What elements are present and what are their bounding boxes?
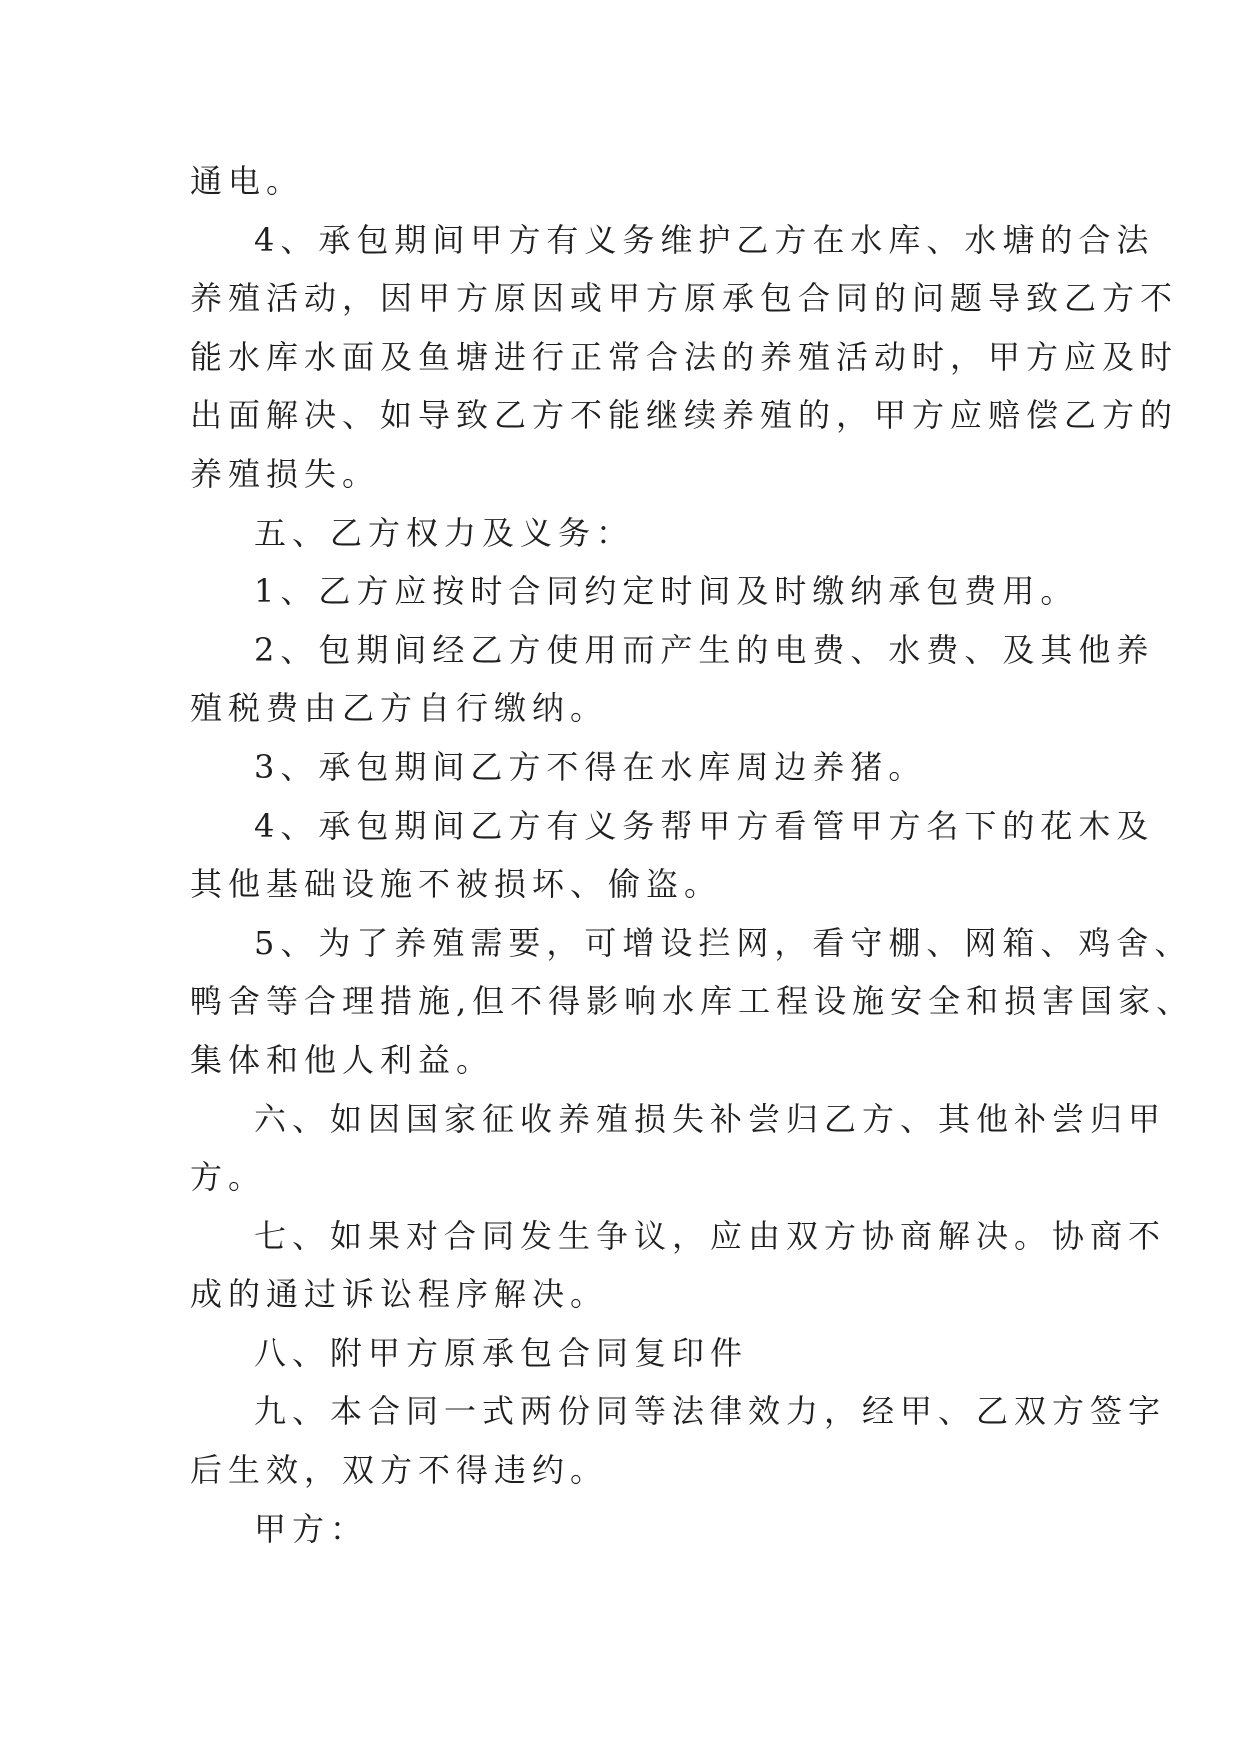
text-line: 鸭舍等合理措施,但不得影响水库工程设施安全和损害国家、 [190, 982, 1195, 1021]
text-line: 出面解决、如导致乙方不能继续养殖的，甲方应赔偿乙方的 [190, 396, 1179, 435]
text-line: 1、乙方应按时合同约定时间及时缴纳承包费用。 [254, 572, 1079, 611]
text-line: 4、承包期间乙方有义务帮甲方看管甲方名下的花木及 [254, 806, 1155, 845]
paragraph-party-b-item-2 [190, 621, 1155, 738]
paragraph-party-b-item-1 [190, 562, 1079, 621]
text-line: 九、本合同一式两份同等法律效力，经甲、乙双方签字 [254, 1392, 1167, 1431]
paragraph-party-b-item-5 [190, 914, 1195, 1090]
text-line: 六、如因国家征收养殖损失补尝归乙方、其他补尝归甲 [254, 1099, 1167, 1138]
text-line: 5、为了养殖需要，可增设拦网，看守棚、网箱、鸡舍、 [254, 923, 1193, 962]
text-line: 其他基础设施不被损坏、偷盗。 [190, 865, 723, 904]
section-eight [190, 1324, 1070, 1383]
signature-party-a [190, 1500, 1070, 1559]
text-line: 2、包期间经乙方使用而产生的电费、水费、及其他养 [254, 630, 1155, 669]
document-body [190, 152, 1195, 1558]
section-seven [190, 1207, 1167, 1324]
section-six [190, 1090, 1167, 1207]
text-line: 3、承包期间乙方不得在水库周边养猪。 [254, 747, 927, 786]
paragraph-party-a-duty-4 [190, 211, 1179, 504]
text-line: 成的通过诉讼程序解决。 [190, 1275, 609, 1314]
text-line: 养殖损失。 [190, 454, 381, 493]
text-line: 七、如果对合同发生争议，应由双方协商解决。协商不 [254, 1216, 1167, 1255]
text-line: 通电。 [190, 162, 305, 200]
text-line: 八、附甲方原承包合同复印件 [254, 1333, 749, 1372]
paragraph-party-b-item-3 [190, 738, 1070, 797]
text-line: 4、承包期间甲方有义务维护乙方在水库、水塘的合法 [254, 220, 1155, 259]
paragraph-continuation [190, 152, 1070, 211]
text-line: 殖税费由乙方自行缴纳。 [190, 689, 609, 728]
text-line: 五、乙方权力及义务： [254, 513, 635, 552]
text-line: 养殖活动，因甲方原因或甲方原承包合同的问题导致乙方不 [190, 279, 1179, 318]
text-line: 能水库水面及鱼塘进行正常合法的养殖活动时，甲方应及时 [190, 337, 1179, 376]
section-nine [190, 1382, 1167, 1499]
paragraph-party-b-item-4 [190, 797, 1155, 914]
text-line: 方。 [190, 1158, 267, 1197]
text-line: 集体和他人利益。 [190, 1040, 495, 1079]
text-line: 后生效，双方不得违约。 [190, 1451, 609, 1490]
section-heading-party-b-rights [190, 504, 1070, 563]
text-line: 甲方： [254, 1509, 369, 1548]
